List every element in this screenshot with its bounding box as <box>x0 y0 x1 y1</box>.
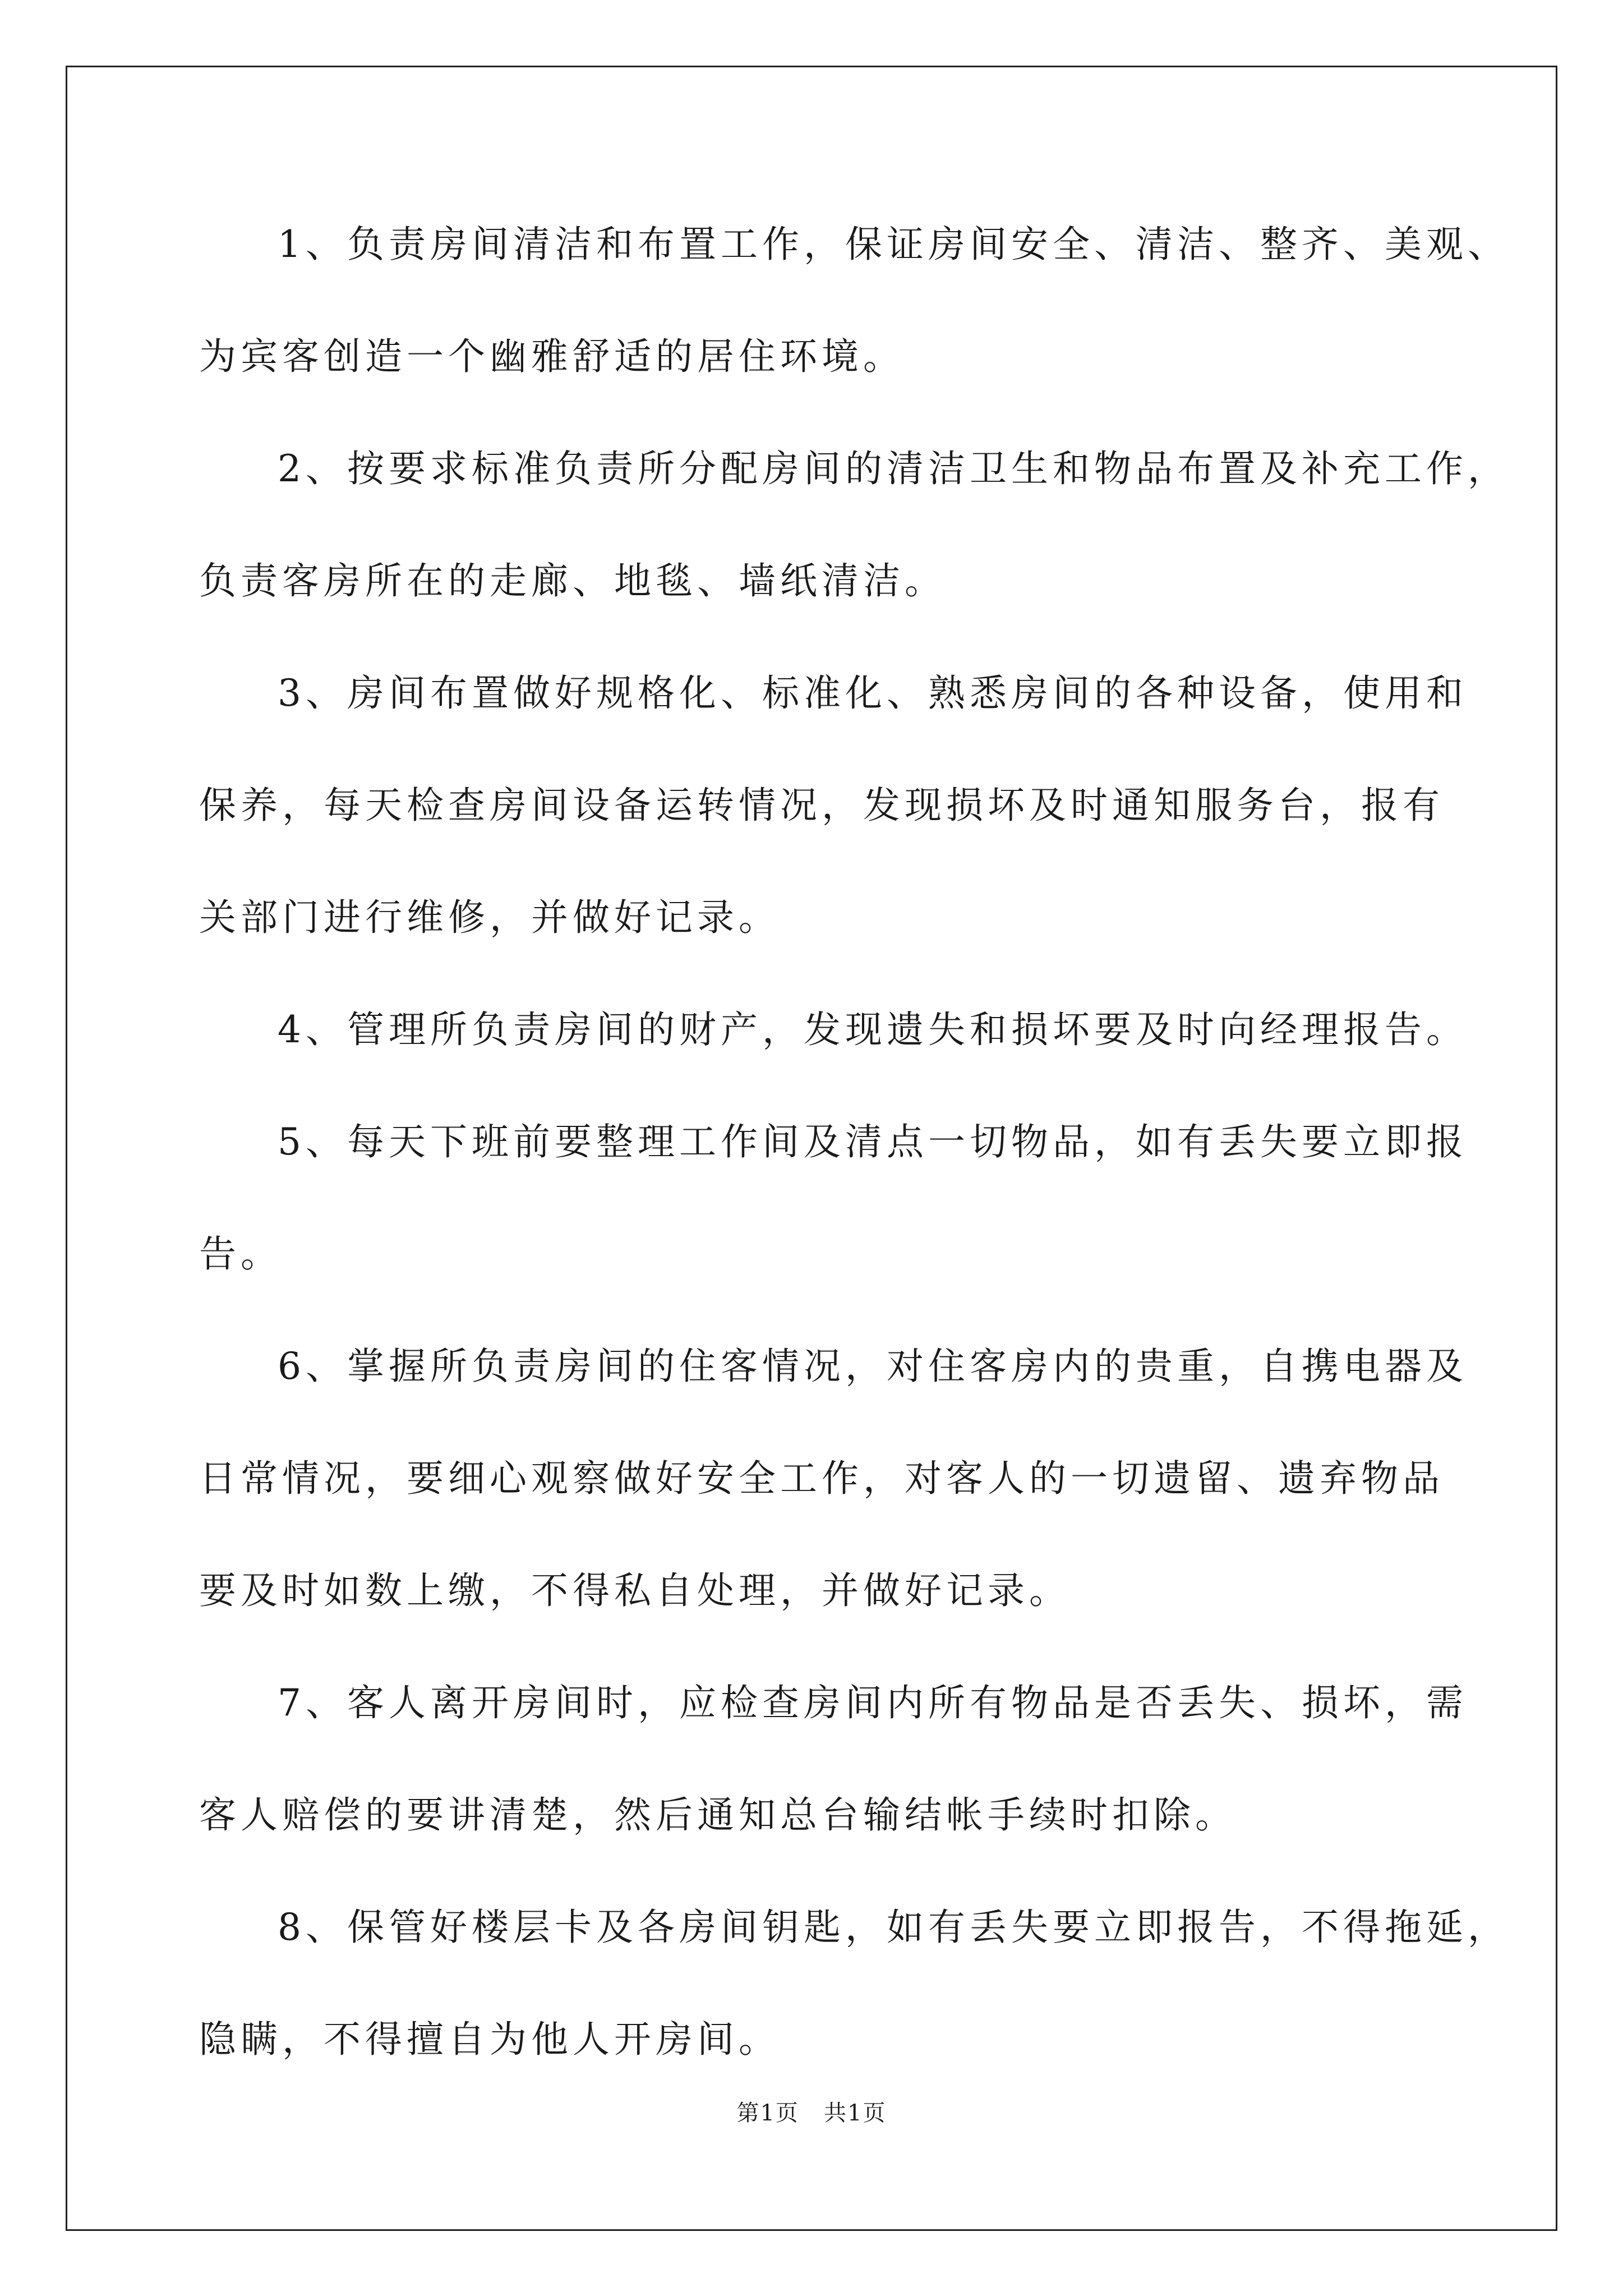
paragraph-2-line-2: 负责客房所在的走廊、地毯、墙纸清洁。 <box>199 559 946 602</box>
paragraph-7-line-1: 7、客人离开房间时，应检查房间内所有物品是否丢失、损坏，需 <box>278 1681 1468 1724</box>
page-number-footer: 第1页 共1页 <box>736 2100 887 2126</box>
paragraph-8-line-2: 隐瞒，不得擅自为他人开房间。 <box>199 2018 780 2061</box>
paragraph-1-line-1: 1、负责房间清洁和布置工作，保证房间安全、清洁、整齐、美观、 <box>278 223 1509 266</box>
paragraph-2-line-1: 2、按要求标准负责所分配房间的清洁卫生和物品布置及补充工作， <box>278 447 1509 490</box>
paragraph-6-line-2: 日常情况，要细心观察做好安全工作，对客人的一切遗留、遗弃物品 <box>199 1457 1444 1500</box>
paragraph-5-line-2: 告。 <box>199 1232 282 1276</box>
paragraph-3-line-1: 3、房间布置做好规格化、标准化、熟悉房间的各种设备，使用和 <box>278 671 1468 715</box>
paragraph-6-line-3: 要及时如数上缴，不得私自处理，并做好记录。 <box>199 1569 1071 1612</box>
paragraph-1-line-2: 为宾客创造一个幽雅舒适的居住环境。 <box>199 335 905 378</box>
paragraph-3-line-3: 关部门进行维修，并做好记录。 <box>199 896 780 939</box>
paragraph-7-line-2: 客人赔偿的要讲清楚，然后通知总台输结帐手续时扣除。 <box>199 1793 1237 1837</box>
paragraph-6-line-1: 6、掌握所负责房间的住客情况，对住客房内的贵重，自携电器及 <box>278 1345 1468 1388</box>
paragraph-3-line-2: 保养，每天检查房间设备运转情况，发现损坏及时通知服务台，报有 <box>199 784 1444 827</box>
paragraph-5-line-1: 5、每天下班前要整理工作间及清点一切物品，如有丢失要立即报 <box>278 1120 1468 1163</box>
paragraph-8-line-1: 8、保管好楼层卡及各房间钥匙，如有丢失要立即报告，不得拖延， <box>278 1906 1509 1949</box>
paragraph-4-line-1: 4、管理所负责房间的财产，发现遗失和损坏要及时向经理报告。 <box>278 1008 1468 1051</box>
